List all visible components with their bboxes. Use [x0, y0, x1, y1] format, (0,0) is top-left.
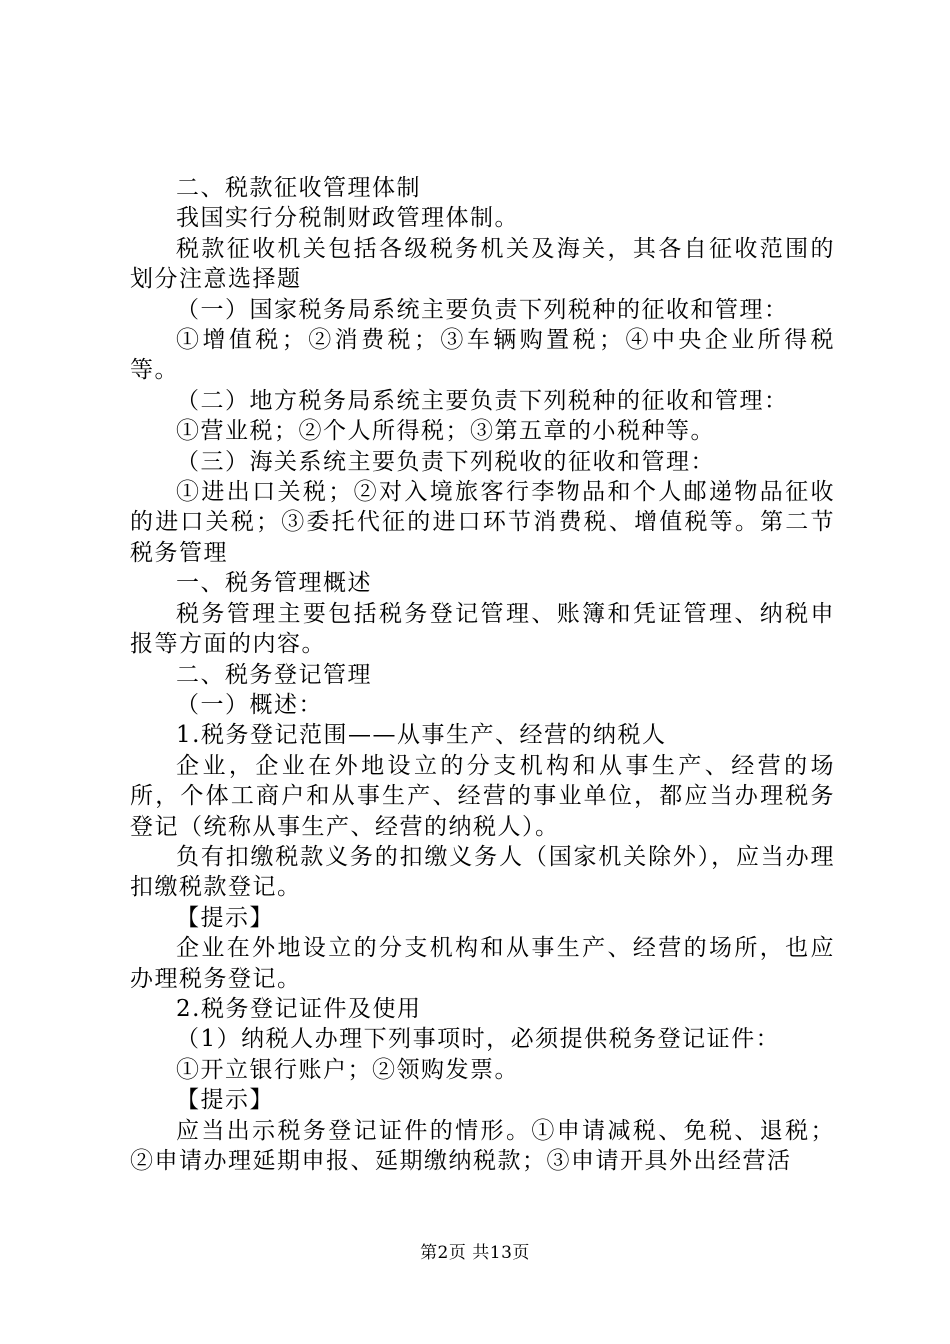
- paragraph: （1）纳税人办理下列事项时，必须提供税务登记证件：: [176, 1026, 781, 1053]
- tip-label: 【提示】: [176, 904, 274, 931]
- paragraph: ①增值税；②消费税；③车辆购置税；④中央企业所得税等。: [130, 327, 835, 384]
- paragraph: ①进出口关税；②对入境旅客行李物品和个人邮递物品征收的进口关税；③委托代征的进口环节消费税、增值税等。第二节税务管理: [130, 479, 835, 566]
- paragraph: 税务管理主要包括税务登记管理、账簿和凭证管理、纳税申报等方面的内容。: [130, 600, 835, 658]
- subsection-heading: （一）概述：: [176, 691, 323, 718]
- numbered-heading: 2.税务登记证件及使用: [176, 995, 422, 1022]
- document-body: [130, 173, 835, 1176]
- section-heading: 二、税务登记管理: [176, 661, 372, 688]
- section-heading: 一、税务管理概述: [176, 570, 372, 597]
- paragraph: 负有扣缴税款义务的扣缴义务人（国家机关除外），应当办理扣缴税款登记。: [130, 843, 835, 901]
- paragraph: 企业，企业在外地设立的分支机构和从事生产、经营的场所，个体工商户和从事生产、经营的事业单位，都应当办理税务登记（统称从事生产、经营的纳税人）。: [130, 752, 835, 840]
- subsection-heading: （一）国家税务局系统主要负责下列税种的征收和管理：: [176, 296, 789, 323]
- paragraph: 应当出示税务登记证件的情形。①申请减税、免税、退税；②申请办理延期申报、延期缴纳税款；③申请开具外出经营活: [130, 1117, 835, 1174]
- subsection-heading: （三）海关系统主要负责下列税收的征收和管理：: [176, 448, 715, 475]
- subsection-heading: （二）地方税务局系统主要负责下列税种的征收和管理：: [176, 387, 789, 414]
- numbered-heading: 1.税务登记范围——从事生产、经营的纳税人: [176, 722, 667, 749]
- paragraph: 我国实行分税制财政管理体制。: [176, 205, 519, 232]
- page-number-footer: 第2页 共13页: [420, 1243, 530, 1263]
- paragraph: 企业在外地设立的分支机构和从事生产、经营的场所，也应办理税务登记。: [130, 935, 835, 992]
- tip-label: 【提示】: [176, 1087, 274, 1114]
- section-heading: 二、税款征收管理体制: [176, 175, 421, 201]
- paragraph: ①开立银行账户；②领购发票。: [176, 1056, 519, 1083]
- paragraph: ①营业税；②个人所得税；③第五章的小税种等。: [176, 418, 715, 445]
- paragraph: 税款征收机关包括各级税务机关及海关，其各自征收范围的划分注意选择题: [130, 235, 835, 293]
